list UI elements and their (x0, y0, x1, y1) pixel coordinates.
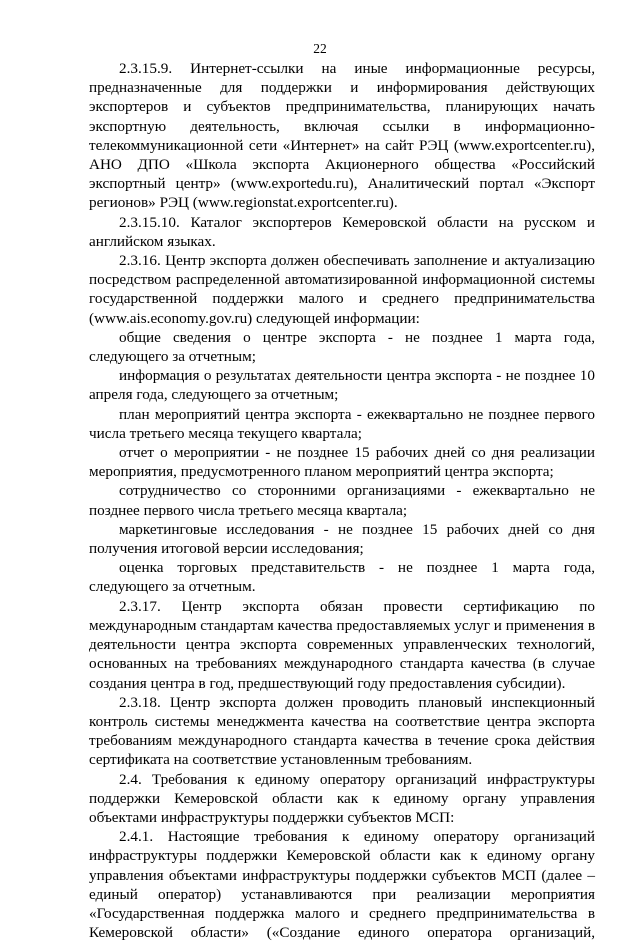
list-item-results-info: информация о результатах деятельности центра экспорта - не позднее 10 апреля года, следующего за отчетным; (89, 367, 595, 404)
paragraph-2-3-17: 2.3.17. Центр экспорта обязан провести сертификацию по международным стандартам качества предоставляемых услуг и применения в деятельности центра экспорта современных управленческих технологий, основанных на требованиях международного стандарта качества (в случае создания центра в год, предшествующий году предоставления субсидии). (89, 597, 595, 692)
paragraph-2-3-18: 2.3.18. Центр экспорта должен проводить плановый инспекционный контроль системы менеджмента качества на соответствие центра экспорта требованиям международного стандарта качества в течение срока действия сертификата на соответствие установленным требованиям. (89, 693, 595, 769)
paragraph-2-3-15-9: 2.3.15.9. Интернет-ссылки на иные информационные ресурсы, предназначенные для поддержки и информирования действующих экспортеров и субъектов предпринимательства, планирующих начать экспортную деятельность, включая ссылки в информационно-телекоммуникационной сети «Интернет» на сайт РЭЦ (www.exportcenter.ru), АНО ДПО «Школа экспорта Акционерного общества «Российский экспортный центр» (www.exportedu.ru), Аналитический портал «Экспорт регионов» РЭЦ (www.regionstat.exportcenter.ru). (89, 60, 595, 212)
paragraph-2-4-1: 2.4.1. Настоящие требования к единому оператору организаций инфраструктуры поддержки Кемеровской области как к единому органу управления объектами инфраструктуры поддержки субъектов МСП (далее – единый оператор) устанавливаются при реализации мероприятия «Государственная поддержка малого и среднего предпринимательства в Кемеровской области» («Создание единого оператора организаций, (89, 828, 595, 942)
list-item-events-plan: план мероприятий центра экспорта - ежеквартально не позднее первого числа третьего месяца текущего квартала; (89, 405, 595, 442)
page-number: 22 (313, 41, 327, 56)
list-item-marketing-research: маркетинговые исследования - не позднее 15 рабочих дней со дня получения итоговой версии исследования; (89, 520, 595, 558)
list-item-event-report: отчет о мероприятии - не позднее 15 рабочих дней со дня реализации мероприятия, предусмотренного планом мероприятий центра экспорта; (89, 444, 595, 481)
paragraph-2-3-15-10: 2.3.15.10. Каталог экспортеров Кемеровской области на русском и английском языках. (89, 213, 595, 250)
document-body (89, 59, 595, 942)
list-item-general-info: общие сведения о центре экспорта - не позднее 1 марта года, следующего за отчетным; (89, 328, 595, 366)
paragraph-2-4: 2.4. Требования к единому оператору организаций инфраструктуры поддержки Кемеровской области как к единому органу управления объектами инфраструктуры поддержки субъектов МСП: (89, 770, 595, 826)
list-item-cooperation: сотрудничество со сторонними организациями - ежеквартально не позднее первого числа третьего месяца квартала; (89, 482, 595, 519)
paragraph-2-3-16: 2.3.16. Центр экспорта должен обеспечивать заполнение и актуализацию посредством распределенной автоматизированной информационной системы государственной поддержки малого и среднего предпринимательства (www.ais.economy.gov.ru) следующей информации: (89, 252, 595, 327)
list-item-trade-missions: оценка торговых представительств - не позднее 1 марта года, следующего за отчетным. (89, 559, 595, 596)
